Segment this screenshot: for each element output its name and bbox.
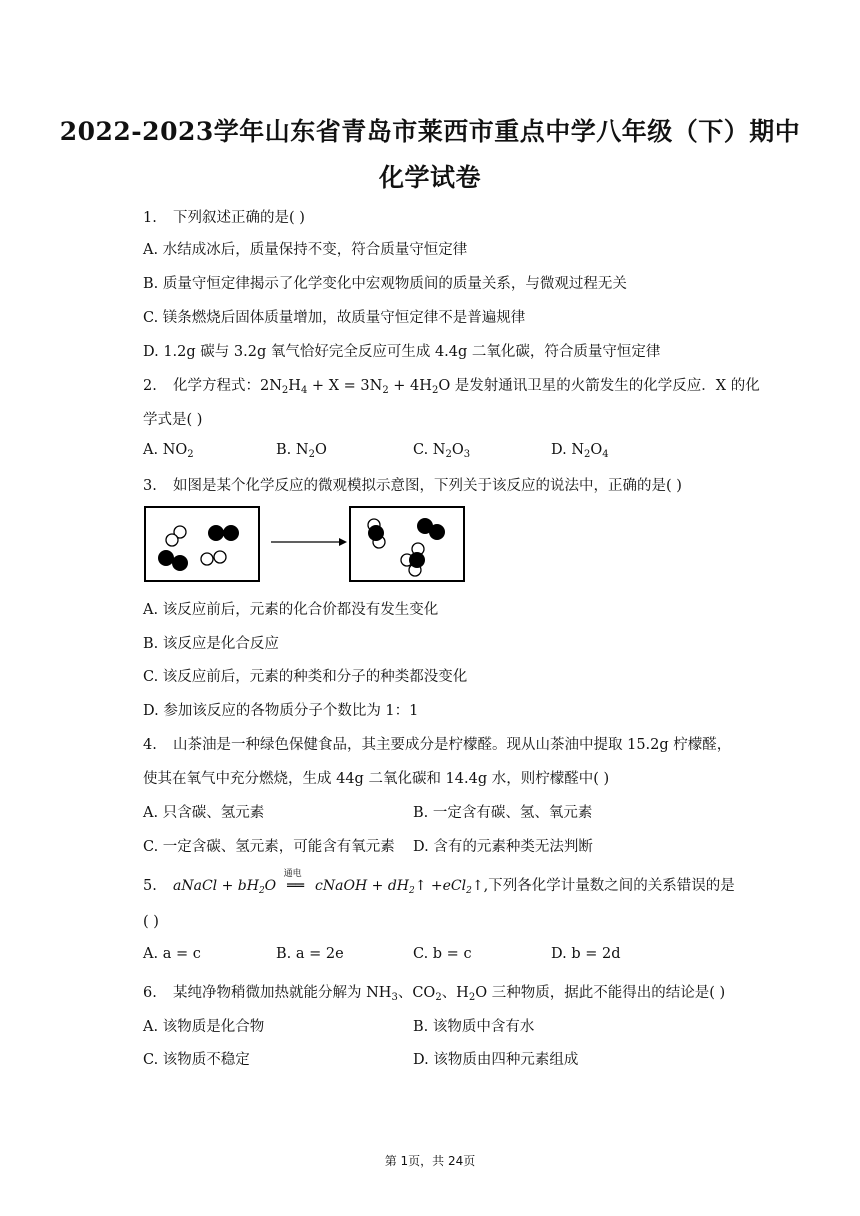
question-number: 1. [143, 210, 157, 226]
question-2-stem-line-2: 学式是( ) [143, 412, 203, 428]
question-5-option-b: B. a = 2e [276, 946, 344, 962]
question-text: 是发射通讯卫星的火箭发生的化学反应．X 的化 [450, 378, 760, 394]
question-4-option-a: A. 只含碳、氢元素 [143, 805, 265, 821]
question-1-option-b: B. 质量守恒定律揭示了化学变化中宏观物质间的质量关系，与微观过程无关 [143, 276, 627, 292]
question-2-stem [143, 374, 760, 396]
question-6-option-d: D. 该物质由四种元素组成 [413, 1052, 579, 1068]
question-6-option-c: C. 该物质不稳定 [143, 1052, 250, 1068]
question-5-stem-line-2: ( ) [143, 914, 159, 930]
question-text: ,下列各化学计量数之间的关系错误的是 [483, 878, 735, 894]
question-number: 4. [143, 737, 157, 753]
question-text: 如图是某个化学反应的微观模拟示意图，下列关于该反应的说法中，正确的是( ) [173, 478, 682, 494]
products-box [350, 507, 464, 581]
question-4-option-b: B. 一定含有碳、氢、氧元素 [413, 805, 593, 821]
question-5-option-c: C. b = c [413, 946, 472, 962]
question-5-option-a: A. a = c [143, 946, 201, 962]
question-6-stem [143, 981, 725, 1003]
question-4-option-c: C. 一定含碳、氢元素，可能含有氧元素 [143, 839, 395, 855]
chemical-formulas: $NH_3$、$CO_2$、$H_2O$ [366, 985, 488, 1003]
question-text: 三种物质，据此不能得出的结论是( ) [487, 985, 726, 1001]
question-number: 3. [143, 478, 157, 494]
chemical-equation: aNaCl + $bH_2O$ 通电 ══ cNaOH + $dH_2↑$ +eCl$_2$↑ [173, 878, 484, 894]
question-text: 山茶油是一种绿色保健食品，其主要成分是柠檬醛。现从山茶油中提取 15.2g 柠檬醛， [173, 737, 732, 753]
question-3-stem [143, 474, 682, 495]
question-6-option-b: B. 该物质中含有水 [413, 1019, 535, 1035]
question-4-option-d: D. 含有的元素种类无法判断 [413, 839, 593, 855]
reaction-arrow [271, 538, 347, 546]
question-number: 6. [143, 985, 157, 1001]
equation-condition: 通电 [283, 869, 302, 879]
question-5-option-d: D. b = 2d [551, 946, 621, 962]
question-1-option-a: A. 水结成冰后，质量保持不变，符合质量守恒定律 [143, 242, 468, 258]
question-1-option-c: C. 镁条燃烧后固体质量增加，故质量守恒定律不是普遍规律 [143, 310, 526, 326]
exam-title-line-2: 化学试卷 [378, 163, 481, 192]
question-6-option-a: A. 该物质是化合物 [143, 1019, 265, 1035]
question-3-option-a: A. 该反应前后，元素的化合价都没有发生变化 [143, 602, 439, 618]
question-2-option-a: A. $NO_2$ [143, 442, 194, 460]
page-footer: 第 1页，共 24页 [384, 1154, 476, 1168]
question-3-option-c: C. 该反应前后，元素的种类和分子的种类都没变化 [143, 669, 468, 685]
question-4-stem [143, 733, 731, 754]
question-2-option-c: C. $N_2O_3$ [413, 442, 471, 460]
reactants-box [145, 507, 259, 581]
question-text: 化学方程式： [173, 378, 260, 394]
question-2-option-b: B. $N_2O$ [276, 442, 327, 460]
reaction-diagram [143, 505, 473, 585]
question-number: 2. [143, 378, 157, 394]
question-3-option-d: D. 参加该反应的各物质分子个数比为 1：1 [143, 703, 419, 719]
question-1-stem [143, 206, 305, 227]
exam-title-line-1: 2022-2023学年山东省青岛市莱西市重点中学八年级（下）期中 [59, 117, 801, 146]
question-3-option-b: B. 该反应是化合反应 [143, 636, 279, 652]
question-text: 下列叙述正确的是( ) [173, 210, 305, 226]
chemical-equation: $2N_2H_4 + X = 3N_2 + 4H_2O$ [260, 378, 451, 396]
question-5-stem [143, 869, 735, 896]
question-number: 5. [143, 878, 157, 894]
question-4-stem-line-2: 使其在氧气中充分燃烧，生成 44g 二氧化碳和 14.4g 水，则柠檬醛中( ) [143, 771, 610, 787]
question-text: 某纯净物稍微加热就能分解为 [173, 985, 367, 1001]
question-2-option-d: D. $N_2O_4$ [551, 442, 609, 460]
question-1-option-d: D. 1.2g 碳与 3.2g 氧气恰好完全反应可生成 4.4g 二氧化碳，符合质量守恒定律 [143, 344, 661, 360]
